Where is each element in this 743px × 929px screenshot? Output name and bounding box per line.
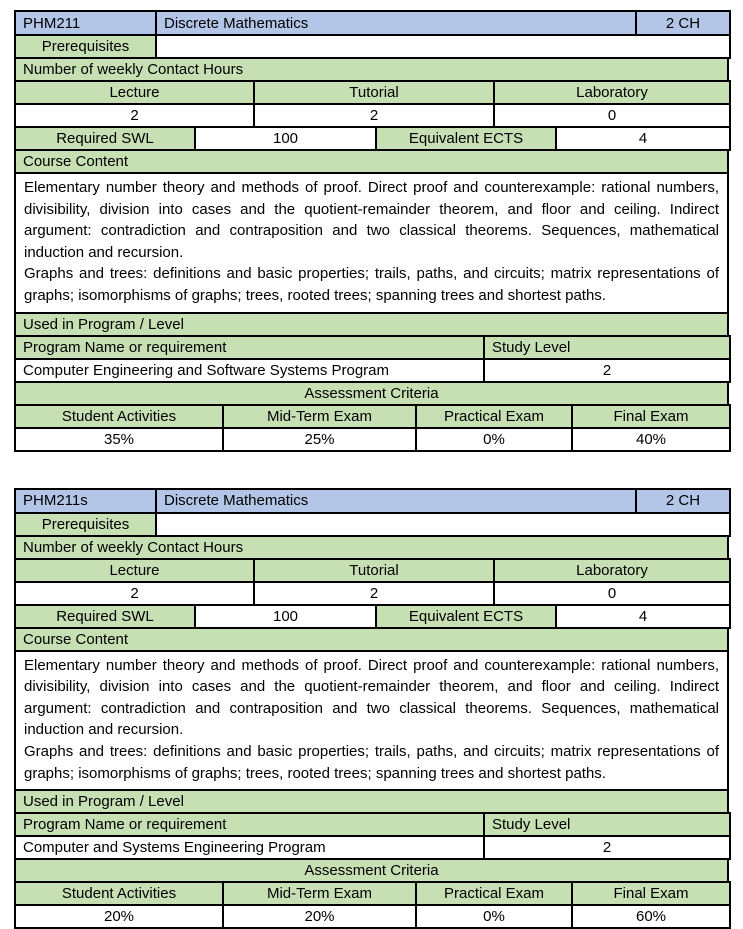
midterm-exam-value-cell: 20% (223, 905, 416, 928)
practical-exam-header-cell: Practical Exam (416, 405, 572, 428)
final-exam-value-cell: 40% (572, 428, 730, 451)
tutorial-value-cell: 2 (254, 104, 494, 127)
course-content-paragraph: Graphs and trees: definitions and basic properties; trails, paths, and circuits; matrix representations of graphs; isomorphisms of graphs; trees, rooted trees; spanning trees and shortest paths. (24, 742, 719, 782)
credit-hours-cell: 2 CH (636, 11, 730, 35)
lecture-header-cell: Lecture (15, 559, 254, 582)
equivalent-ects-label-cell: Equivalent ECTS (376, 605, 556, 628)
contact-hours-header-cell: Number of weekly Contact Hours (15, 536, 728, 559)
swl-row (14, 126, 731, 151)
course-content-row (14, 650, 729, 792)
student-activities-header-cell: Student Activities (15, 882, 223, 905)
contact-hours-header-cell: Number of weekly Contact Hours (15, 58, 728, 81)
student-activities-value-cell: 35% (15, 428, 223, 451)
course-code-cell: PHM211s (15, 489, 156, 513)
program-name-header-cell: Program Name or requirement (15, 813, 484, 836)
program-name-value-cell: Computer Engineering and Software Systems Program (15, 359, 484, 382)
course-content-title-row (14, 627, 729, 652)
laboratory-value-cell: 0 (494, 582, 730, 605)
study-level-header-cell: Study Level (484, 813, 730, 836)
tutorial-header-cell: Tutorial (254, 81, 494, 104)
course-content-paragraph: Elementary number theory and methods of proof. Direct proof and counterexample: rational numbers, divisibility, division into cases and the quotient-remainder theorem, and floor and ceiling. Indirect argument: contradiction and contraposition and two classical theorems. Sequences, mathematical induction and recursion. (24, 656, 719, 739)
program-level-grid (14, 812, 731, 860)
laboratory-value-cell: 0 (494, 104, 730, 127)
course-code-cell: PHM211 (15, 11, 156, 35)
final-exam-header-cell: Final Exam (572, 882, 730, 905)
equivalent-ects-value-cell: 4 (556, 605, 730, 628)
course-content-header-cell: Course Content (15, 150, 728, 173)
used-in-program-title-row (14, 789, 729, 814)
midterm-exam-value-cell: 25% (223, 428, 416, 451)
required-swl-value-cell: 100 (195, 605, 376, 628)
study-level-value-cell: 2 (484, 359, 730, 382)
course-content-text (15, 651, 728, 791)
assessment-title-row (14, 858, 729, 883)
course-header-row (14, 488, 731, 514)
course-content-row (14, 172, 729, 314)
contact-hours-grid (14, 80, 731, 128)
course-header-row (14, 10, 731, 36)
student-activities-header-cell: Student Activities (15, 405, 223, 428)
used-in-program-header-cell: Used in Program / Level (15, 313, 728, 336)
prerequisites-label-cell: Prerequisites (15, 513, 156, 536)
final-exam-header-cell: Final Exam (572, 405, 730, 428)
tutorial-header-cell: Tutorial (254, 559, 494, 582)
assessment-criteria-header-cell: Assessment Criteria (15, 382, 728, 405)
program-level-grid (14, 335, 731, 383)
lecture-value-cell: 2 (15, 104, 254, 127)
final-exam-value-cell: 60% (572, 905, 730, 928)
midterm-exam-header-cell: Mid-Term Exam (223, 405, 416, 428)
prerequisites-row (14, 512, 731, 537)
course-table-phm211 (14, 10, 729, 452)
prerequisites-value-cell (156, 513, 730, 536)
lecture-header-cell: Lecture (15, 81, 254, 104)
course-title-cell: Discrete Mathematics (156, 489, 636, 513)
contact-hours-title-row (14, 535, 729, 560)
course-content-header-cell: Course Content (15, 628, 728, 651)
assessment-grid (14, 404, 731, 452)
student-activities-value-cell: 20% (15, 905, 223, 928)
practical-exam-value-cell: 0% (416, 428, 572, 451)
program-name-value-cell: Computer and Systems Engineering Program (15, 836, 484, 859)
study-level-value-cell: 2 (484, 836, 730, 859)
equivalent-ects-value-cell: 4 (556, 127, 730, 150)
required-swl-label-cell: Required SWL (15, 127, 195, 150)
study-level-header-cell: Study Level (484, 336, 730, 359)
swl-row (14, 604, 731, 629)
practical-exam-header-cell: Practical Exam (416, 882, 572, 905)
course-table-phm211s (14, 488, 729, 929)
course-content-title-row (14, 149, 729, 174)
assessment-grid (14, 881, 731, 929)
equivalent-ects-label-cell: Equivalent ECTS (376, 127, 556, 150)
course-content-paragraph: Elementary number theory and methods of proof. Direct proof and counterexample: rational numbers, divisibility, division into cases and the quotient-remainder theorem, and floor and ceiling. Indirect argument: contradiction and contraposition and two classical theorems. Sequences, mathematical induction and recursion. (24, 179, 719, 261)
credit-hours-cell: 2 CH (636, 489, 730, 513)
used-in-program-title-row (14, 312, 729, 337)
prerequisites-row (14, 34, 731, 59)
used-in-program-header-cell: Used in Program / Level (15, 790, 728, 813)
course-content-paragraph: Graphs and trees: definitions and basic properties; trails, paths, and circuits; matrix representations of graphs; isomorphisms of graphs; trees, rooted trees; spanning trees and shortest paths. (24, 265, 719, 304)
contact-hours-title-row (14, 57, 729, 82)
assessment-title-row (14, 381, 729, 406)
prerequisites-value-cell (156, 35, 730, 58)
prerequisites-label-cell: Prerequisites (15, 35, 156, 58)
required-swl-label-cell: Required SWL (15, 605, 195, 628)
laboratory-header-cell: Laboratory (494, 559, 730, 582)
laboratory-header-cell: Laboratory (494, 81, 730, 104)
lecture-value-cell: 2 (15, 582, 254, 605)
practical-exam-value-cell: 0% (416, 905, 572, 928)
required-swl-value-cell: 100 (195, 127, 376, 150)
course-title-cell: Discrete Mathematics (156, 11, 636, 35)
assessment-criteria-header-cell: Assessment Criteria (15, 859, 728, 882)
contact-hours-grid (14, 558, 731, 606)
tutorial-value-cell: 2 (254, 582, 494, 605)
course-content-text (15, 173, 728, 313)
midterm-exam-header-cell: Mid-Term Exam (223, 882, 416, 905)
program-name-header-cell: Program Name or requirement (15, 336, 484, 359)
